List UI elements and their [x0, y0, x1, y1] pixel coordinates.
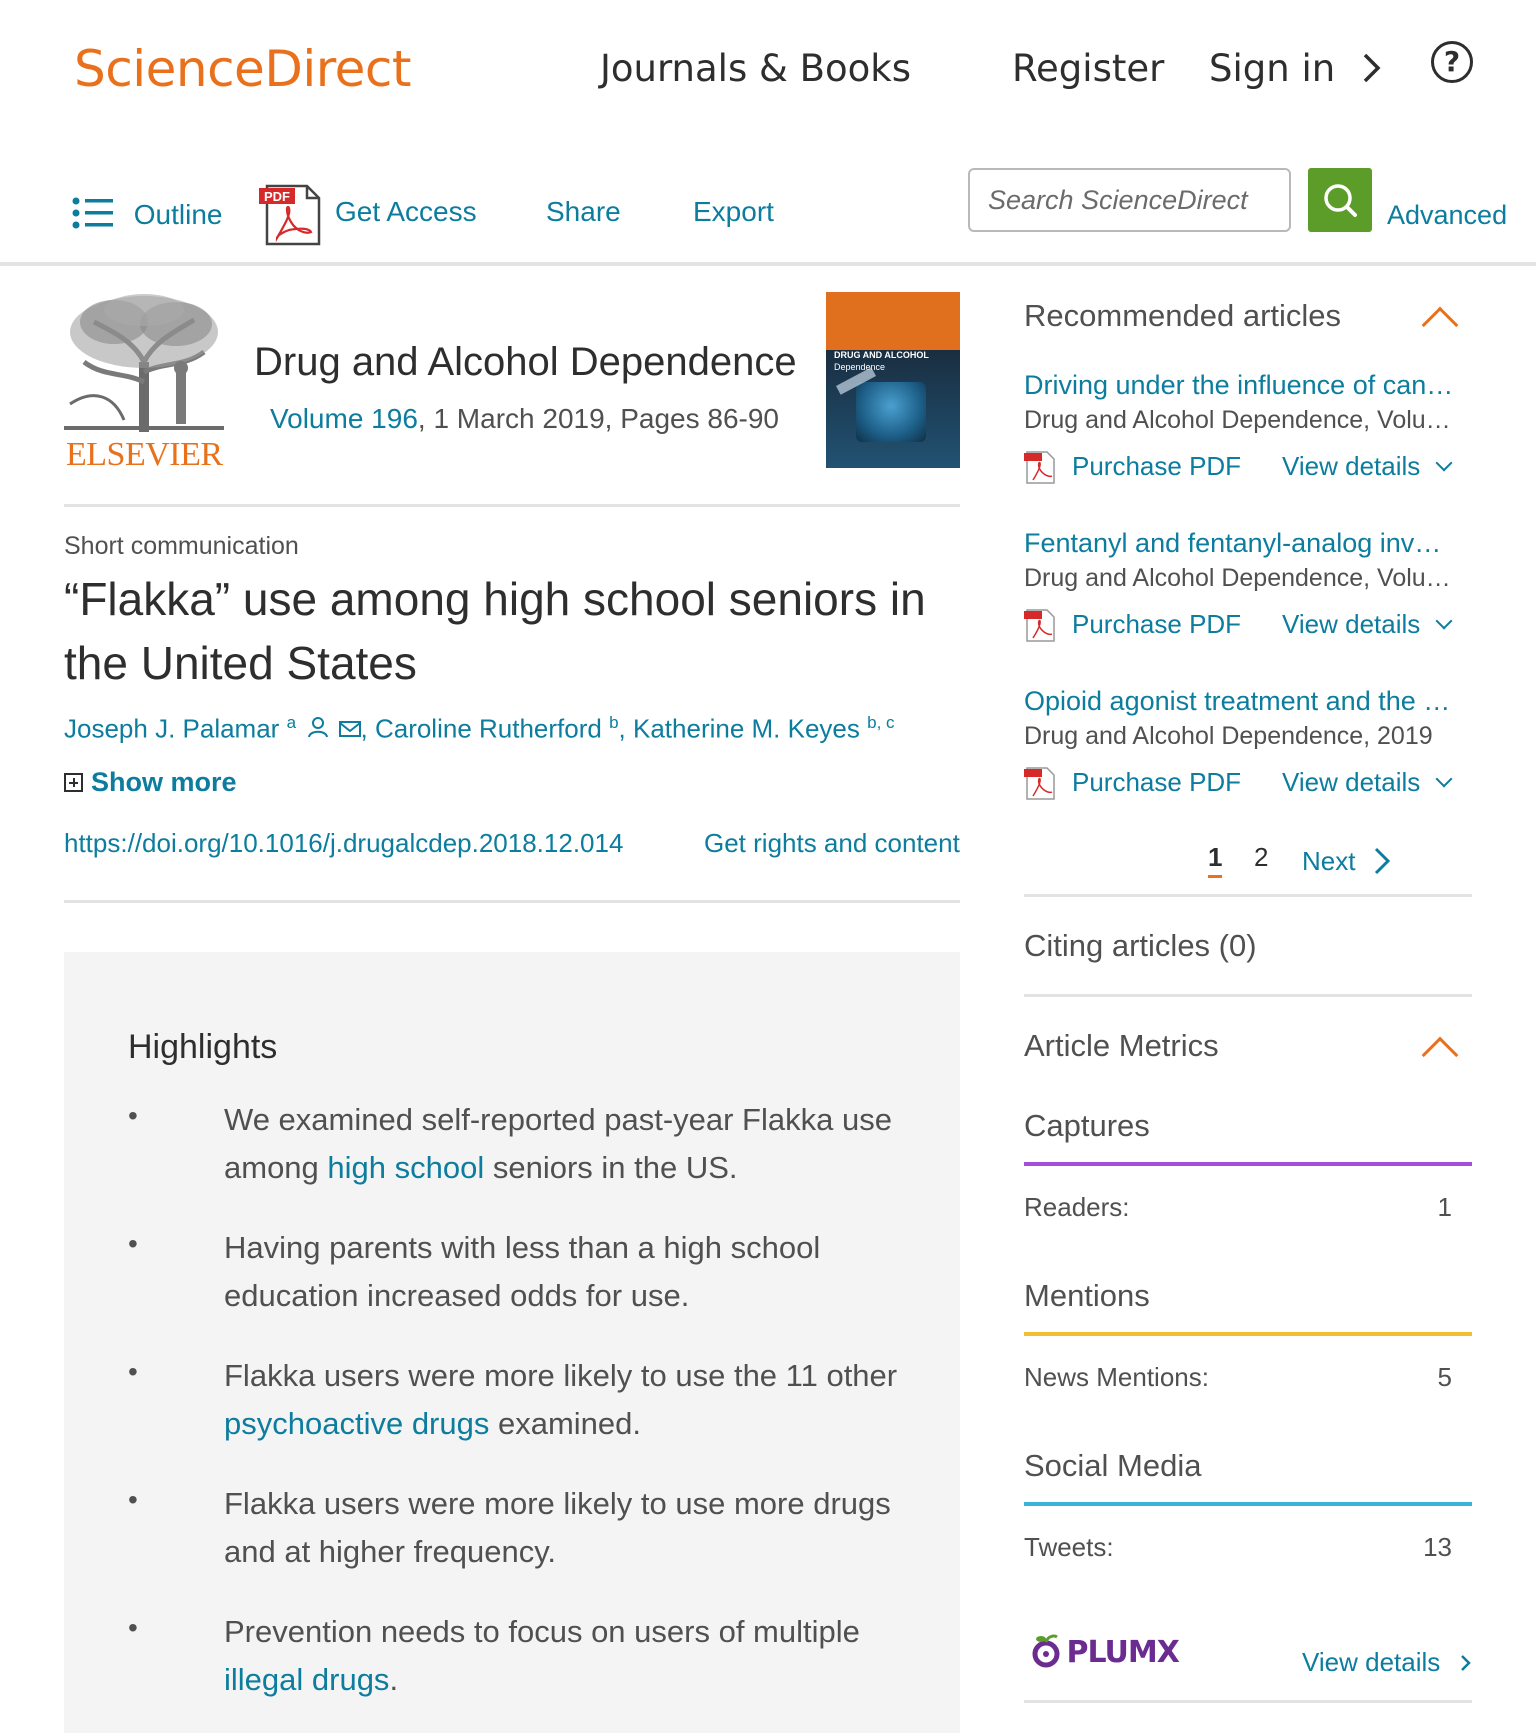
plumx-wordmark: PLUMX [1066, 1635, 1179, 1670]
recommended-source: Drug and Alcohol Dependence, Volu… [1024, 564, 1451, 592]
recommended-source: Drug and Alcohol Dependence, 2019 [1024, 722, 1433, 750]
issue-info: , 1 March 2019, Pages 86-90 [417, 403, 780, 434]
next-page-button[interactable] [1302, 846, 1391, 877]
plumx-view-details-link[interactable] [1302, 1647, 1472, 1678]
highlight-text: Prevention needs to focus on users of multiple [224, 1614, 860, 1649]
get-access-button[interactable]: Get Access [335, 196, 477, 227]
chevron-down-icon [1436, 455, 1453, 472]
social-media-heading: Social Media [1024, 1448, 1202, 1483]
purchase-pdf-link[interactable]: Purchase PDF [1072, 451, 1242, 481]
journal-title[interactable]: Drug and Alcohol Dependence [254, 340, 797, 384]
recommended-source: Drug and Alcohol Dependence, Volu… [1024, 406, 1451, 434]
outline-button[interactable] [72, 196, 223, 231]
tweets-row [1024, 1532, 1452, 1563]
sign-in-label: Sign in [1209, 47, 1336, 90]
readers-label: Readers: [1024, 1192, 1130, 1222]
news-mentions-value: 5 [1437, 1362, 1452, 1392]
mentions-heading: Mentions [1024, 1278, 1150, 1313]
view-details-label: View details [1282, 451, 1421, 481]
highlight-text: Flakka users were more likely to use the 11 other [224, 1358, 898, 1393]
chevron-right-icon [1361, 51, 1383, 85]
recommended-article-link[interactable]: Fentanyl and fentanyl-analog inv… [1024, 528, 1442, 558]
bullet: • [128, 1612, 138, 1643]
plus-box-icon [64, 773, 83, 792]
sidebar-divider [1024, 1700, 1472, 1703]
collapse-up-icon[interactable] [1422, 1037, 1459, 1074]
sign-in-link[interactable] [1209, 47, 1383, 90]
chevron-down-icon [1436, 771, 1453, 788]
highlight-item [224, 1096, 914, 1192]
bullet: • [128, 1356, 138, 1387]
doi-link[interactable]: https://doi.org/10.1016/j.drugalcdep.2018.12.014 [64, 828, 624, 858]
highlight-item [224, 1480, 914, 1576]
outline-label: Outline [133, 199, 223, 230]
social-bar [1024, 1502, 1472, 1506]
purchase-pdf-link[interactable]: Purchase PDF [1072, 609, 1242, 639]
chevron-right-icon [1460, 1653, 1472, 1673]
help-icon[interactable]: ? [1431, 41, 1473, 83]
recommended-article-link[interactable]: Opioid agonist treatment and the … [1024, 686, 1451, 716]
highlight-link[interactable]: high school [327, 1150, 485, 1185]
view-details-label: View details [1282, 609, 1421, 639]
bullet: • [128, 1484, 138, 1515]
highlight-text: seniors in the US. [484, 1150, 738, 1185]
chevron-down-icon [1436, 613, 1453, 630]
pdf-tag: PDF [264, 189, 290, 204]
sidebar-divider [1024, 894, 1472, 897]
advanced-search-link[interactable]: Advanced [1387, 200, 1508, 230]
mentions-bar [1024, 1332, 1472, 1336]
citing-articles-heading[interactable]: Citing articles (0) [1024, 928, 1257, 963]
list-icon [72, 196, 114, 230]
plumx-logo[interactable] [1030, 1634, 1179, 1670]
toolbar-divider [0, 262, 1536, 266]
pdf-mini-icon[interactable] [1024, 450, 1056, 489]
sidebar-divider [1024, 994, 1472, 997]
bullet: • [128, 1228, 138, 1259]
view-details-link[interactable] [1282, 767, 1450, 798]
pdf-mini-icon[interactable] [1024, 608, 1056, 647]
author-list: Joseph J. Palamar $^a$ , Caroline Rutherford $^b$, Katherine M. Keyes $^{b, c}$ [64, 713, 895, 744]
pdf-mini-icon[interactable] [1024, 766, 1056, 805]
elsevier-tree-logo[interactable] [64, 292, 224, 439]
journal-divider [64, 504, 960, 507]
publisher-name: ELSEVIER [66, 436, 223, 473]
author-affiliation[interactable]: b [609, 713, 619, 732]
highlight-text: We examined self-reported past-year Flakka use among [224, 1102, 892, 1185]
show-more-label: Show more [91, 767, 237, 797]
journal-cover[interactable] [826, 292, 960, 468]
cover-subtitle: Dependence [834, 362, 886, 372]
page-2-link[interactable]: 2 [1254, 842, 1269, 872]
volume-link[interactable]: Volume 196 [270, 403, 418, 434]
highlight-text: examined. [489, 1406, 642, 1441]
author-affiliation[interactable]: b, c [867, 713, 895, 732]
article-title: “Flakka” use among high school seniors in the United States [64, 573, 926, 689]
recommended-article-link[interactable]: Driving under the influence of can… [1024, 370, 1454, 400]
article-metrics-title: Article Metrics [1024, 1028, 1219, 1063]
highlight-text: Having parents with less than a high school education increased odds for use. [224, 1230, 821, 1313]
highlight-link[interactable]: illegal drugs [224, 1662, 390, 1697]
journal-volume [270, 403, 779, 435]
person-icon[interactable] [307, 716, 329, 738]
next-label: Next [1302, 846, 1356, 876]
show-more-button[interactable] [64, 767, 237, 798]
readers-value: 1 [1437, 1192, 1452, 1222]
chevron-right-icon [1373, 846, 1391, 876]
highlight-link[interactable]: psychoactive drugs [224, 1406, 490, 1441]
article-divider [64, 900, 960, 903]
purchase-pdf-link[interactable]: Purchase PDF [1072, 767, 1242, 797]
pdf-icon[interactable] [259, 182, 321, 251]
captures-bar [1024, 1162, 1472, 1166]
journals-books-link[interactable]: Journals & Books [600, 47, 911, 90]
highlights-title: Highlights [128, 1028, 278, 1066]
author-link[interactable]: Caroline Rutherford [374, 713, 602, 744]
view-details-link[interactable] [1282, 609, 1450, 640]
news-mentions-row [1024, 1362, 1452, 1393]
email-icon[interactable] [339, 720, 361, 738]
view-details-label: View details [1282, 767, 1421, 797]
page-1-link[interactable]: 1 [1208, 842, 1222, 878]
plumx-view-details-label: View details [1302, 1647, 1441, 1677]
author-affiliation[interactable]: a [286, 713, 297, 732]
cover-title: DRUG AND ALCOHOL [834, 350, 929, 360]
article-type: Short communication [64, 532, 299, 560]
highlight-text: Flakka users were more likely to use more drugs and at higher frequency. [224, 1486, 891, 1569]
rights-link[interactable]: Get rights and content [704, 828, 960, 858]
search-input[interactable]: Search ScienceDirect [968, 168, 1291, 232]
readers-row [1024, 1192, 1452, 1223]
recommended-title: Recommended articles [1024, 298, 1342, 333]
highlight-text: . [389, 1662, 399, 1697]
tweets-label: Tweets: [1024, 1532, 1114, 1562]
collapse-up-icon[interactable] [1422, 307, 1459, 344]
author-link[interactable]: Katherine M. Keyes [633, 713, 860, 744]
export-button[interactable]: Export [693, 196, 774, 227]
bullet: • [128, 1100, 138, 1131]
search-button[interactable] [1308, 168, 1372, 232]
view-details-link[interactable] [1282, 451, 1450, 482]
captures-heading: Captures [1024, 1108, 1150, 1143]
highlight-item [224, 1608, 914, 1704]
search-icon [1308, 168, 1372, 232]
highlight-item [224, 1352, 914, 1448]
share-button[interactable]: Share [546, 196, 621, 227]
tweets-value: 13 [1423, 1532, 1452, 1562]
author-link[interactable]: Joseph J. Palamar [64, 713, 280, 744]
news-mentions-label: News Mentions: [1024, 1362, 1209, 1392]
sciencedirect-logo[interactable]: ScienceDirect [74, 40, 412, 98]
register-link[interactable]: Register [1012, 47, 1165, 90]
highlight-item [224, 1224, 914, 1320]
